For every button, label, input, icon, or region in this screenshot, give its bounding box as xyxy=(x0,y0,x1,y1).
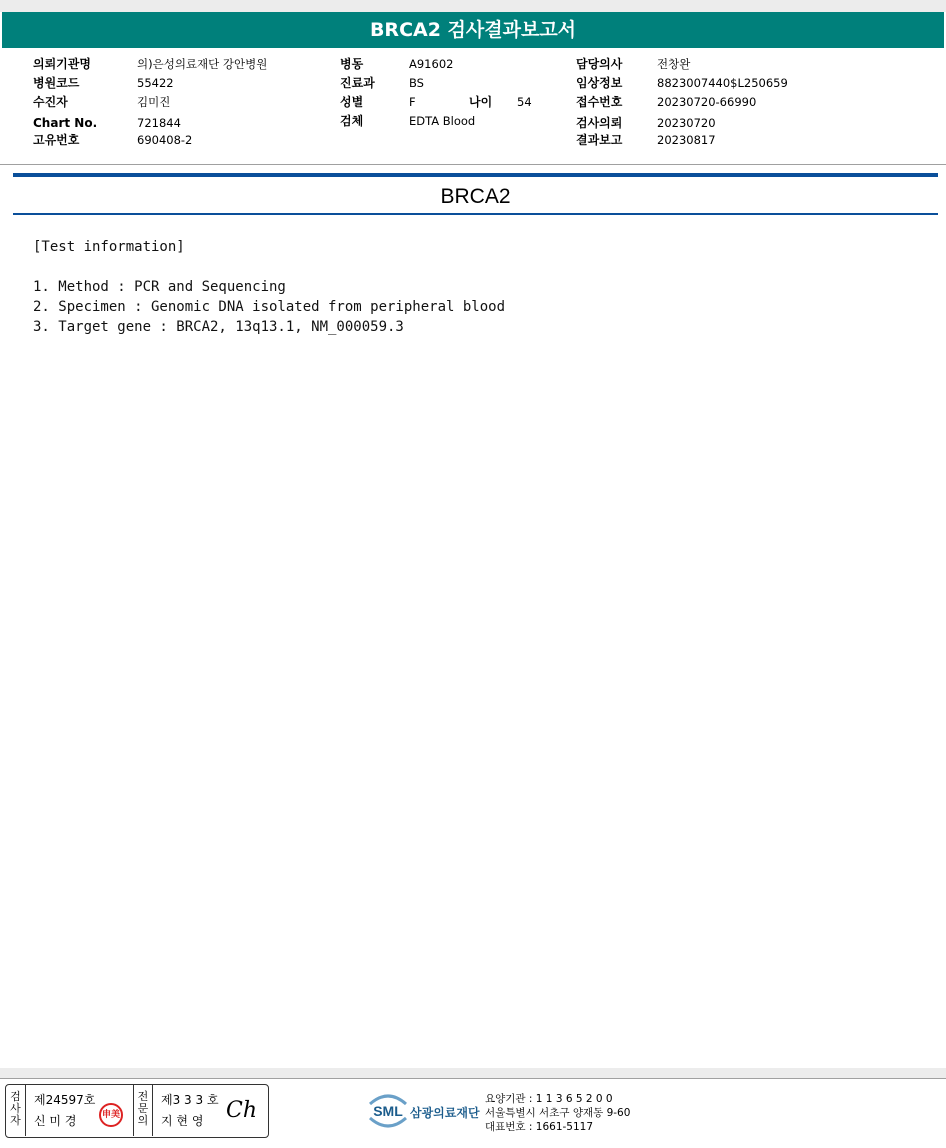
specialist-name: 지 현 영 xyxy=(161,1114,204,1128)
label-sex: 성별 xyxy=(340,95,364,109)
value-report-date: 20230817 xyxy=(657,133,716,147)
label-clinical-info: 임상정보 xyxy=(576,76,623,90)
footer-rule xyxy=(0,1078,946,1079)
examiner-seal-icon: 申美 xyxy=(99,1103,123,1127)
label-patient: 수진자 xyxy=(33,95,68,109)
label-report-date: 결과보고 xyxy=(576,133,623,147)
test-info-target-gene: 3. Target gene : BRCA2, 13q13.1, NM_000059.3 xyxy=(33,319,404,335)
label-department: 진료과 xyxy=(340,76,375,90)
logo-text: SML xyxy=(373,1103,403,1119)
examiner-label xyxy=(6,1085,26,1136)
signature-icon: Ch xyxy=(226,1098,258,1123)
footer-phone: 대표번호 : 1661-5117 xyxy=(485,1121,594,1133)
label-unique-no: 고유번호 xyxy=(33,133,80,147)
value-clinical-info: 8823007440$L250659 xyxy=(657,76,788,90)
examiner-name: 신 미 경 xyxy=(34,1114,77,1128)
label-request-date: 검사의뢰 xyxy=(576,116,623,130)
examiner-license: 제24597호 xyxy=(34,1093,96,1107)
examiner-label-text: 검사자 xyxy=(10,1090,21,1127)
value-specimen: EDTA Blood xyxy=(409,114,476,128)
patient-info-header xyxy=(0,50,946,165)
specialist-label-text: 전문의 xyxy=(137,1090,149,1127)
value-department: BS xyxy=(409,76,424,90)
footer-address: 서울특별시 서초구 양재동 9-60 xyxy=(485,1107,631,1119)
test-info-heading: [Test information] xyxy=(33,239,185,255)
label-institution: 의뢰기관명 xyxy=(33,57,91,71)
label-specimen: 검체 xyxy=(340,114,364,128)
label-chart-no: Chart No. xyxy=(33,116,98,130)
report-title: BRCA2 검사결과보고서 xyxy=(2,12,944,48)
top-strip xyxy=(0,0,946,12)
value-institution: 의)은성의료재단 강안병원 xyxy=(137,57,268,71)
org-name: 삼광의료재단 xyxy=(410,1106,480,1120)
value-request-date: 20230720 xyxy=(657,116,716,130)
section-rule-bottom xyxy=(13,213,938,215)
value-unique-no: 690408-2 xyxy=(137,133,193,147)
label-receipt-no: 접수번호 xyxy=(576,95,623,109)
label-hospital-code: 병원코드 xyxy=(33,76,80,90)
test-info-specimen: 2. Specimen : Genomic DNA isolated from peripheral blood xyxy=(33,299,506,315)
label-ward: 병동 xyxy=(340,57,364,71)
section-rule-top xyxy=(13,173,938,177)
value-sex: F xyxy=(409,95,416,109)
value-age: 54 xyxy=(517,95,532,109)
value-physician: 전창완 xyxy=(657,57,691,71)
label-age: 나이 xyxy=(469,95,493,109)
value-ward: A91602 xyxy=(409,57,454,71)
value-hospital-code: 55422 xyxy=(137,76,174,90)
specialist-license: 제3 3 3 호 xyxy=(161,1093,219,1107)
value-receipt-no: 20230720-66990 xyxy=(657,95,757,109)
specialist-label xyxy=(133,1085,153,1136)
signature-box xyxy=(5,1084,269,1138)
section-title: BRCA2 xyxy=(440,185,511,208)
test-info-method: 1. Method : PCR and Sequencing xyxy=(33,279,286,295)
sml-logo-icon xyxy=(366,1090,410,1130)
value-chart-no: 721844 xyxy=(137,116,181,130)
footer-license-no: 요양기관 : 1 1 3 6 5 2 0 0 xyxy=(485,1093,613,1105)
value-patient: 김미진 xyxy=(137,95,171,109)
bottom-strip xyxy=(0,1068,946,1078)
label-physician: 담당의사 xyxy=(576,57,623,71)
